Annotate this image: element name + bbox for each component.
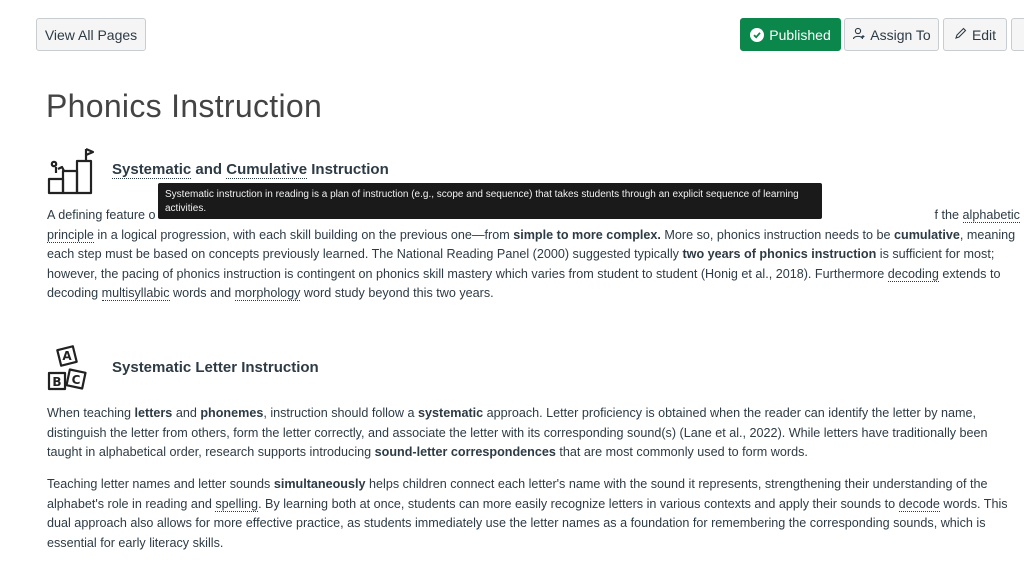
glossary-term-decoding[interactable]: decoding (887, 266, 939, 281)
paragraph-systematic-cumulative: A defining feature o f the alphabetic principle in a logical progression, with each skill building on the previous one—from simple to more complex. More so, phonics instruction needs to be cumulative, meaning each step must be based on concepts previously learned. The National Reading Panel (2000) suggested typically two years of phonics instruction is sufficient for most; however, the pacing of phonics instruction is contingent on phonics skill mastery which varies from student to student (Honig et al., 2018). Furthermore decoding extends to decoding multisyllabic words and morphology word study beyond this two years. (47, 208, 1020, 301)
section-heading-systematic-cumulative: Systematic and Cumulative Instruction (112, 161, 389, 178)
paragraph-letter-sounds: Teaching letter names and letter sounds simultaneously helps children connect each letter's name with the sound it represents, strengthening their understanding of the alphabet's role in reading and spelling. By learning both at once, students can more easily recognize letters in various contexts and apply their sounds to decode words. This dual approach also allows for more effective practice, as students immediately use the letter names as a foundation for remembering the corresponding sounds, which is essential for early literacy skills. (47, 477, 1008, 550)
paragraph-letter-instruction: When teaching letters and phonemes, instruction should follow a systematic approach. Letter proficiency is obtained when the reader can identify the letter by name, distinguish the letter from others, form the letter correctly, and associate the letter with its corresponding sound(s) (Lane et al., 2022). While letters have traditionally been taught in alphabetical order, research supports introducing sound-letter correspondences that are most commonly used to form words. (47, 406, 988, 460)
edit-label: Edit (971, 26, 997, 43)
glossary-term-cumulative[interactable]: Cumulative (226, 161, 308, 178)
page-title: Phonics Instruction (46, 88, 323, 124)
user-icon (852, 27, 865, 43)
glossary-term-decode[interactable]: decode (898, 496, 940, 511)
pencil-icon (954, 27, 967, 43)
edit-button[interactable] (943, 18, 1007, 51)
abc-blocks-icon (46, 344, 96, 397)
view-all-pages-button[interactable] (36, 18, 146, 51)
glossary-term-spelling[interactable]: spelling (215, 496, 259, 511)
svg-text:A: A (62, 349, 72, 363)
svg-text:B: B (52, 375, 62, 389)
assign-to-button[interactable] (844, 18, 939, 51)
section-heading-letter-instruction: Systematic Letter Instruction (112, 359, 319, 376)
stairs-flag-icon (46, 147, 96, 200)
glossary-term-alphabetic-principle[interactable]: alphabetic principle (47, 208, 1020, 242)
glossary-term-morphology[interactable]: morphology (234, 286, 301, 301)
svg-text:C: C (71, 373, 81, 387)
glossary-term-systematic[interactable]: Systematic (112, 161, 192, 178)
check-circle-icon (750, 28, 764, 42)
view-all-pages-label: View All Pages (44, 26, 138, 43)
assign-to-label: Assign To (870, 26, 931, 43)
glossary-term-multisyllabic[interactable]: multisyllabic (101, 286, 170, 301)
published-label: Published (769, 26, 831, 43)
published-button[interactable] (740, 18, 841, 51)
more-options-button[interactable] (1011, 18, 1024, 51)
glossary-tooltip: Systematic instruction in reading is a plan of instruction (e.g., scope and sequence) that takes students through an explicit sequence of learning activities. (158, 183, 822, 219)
